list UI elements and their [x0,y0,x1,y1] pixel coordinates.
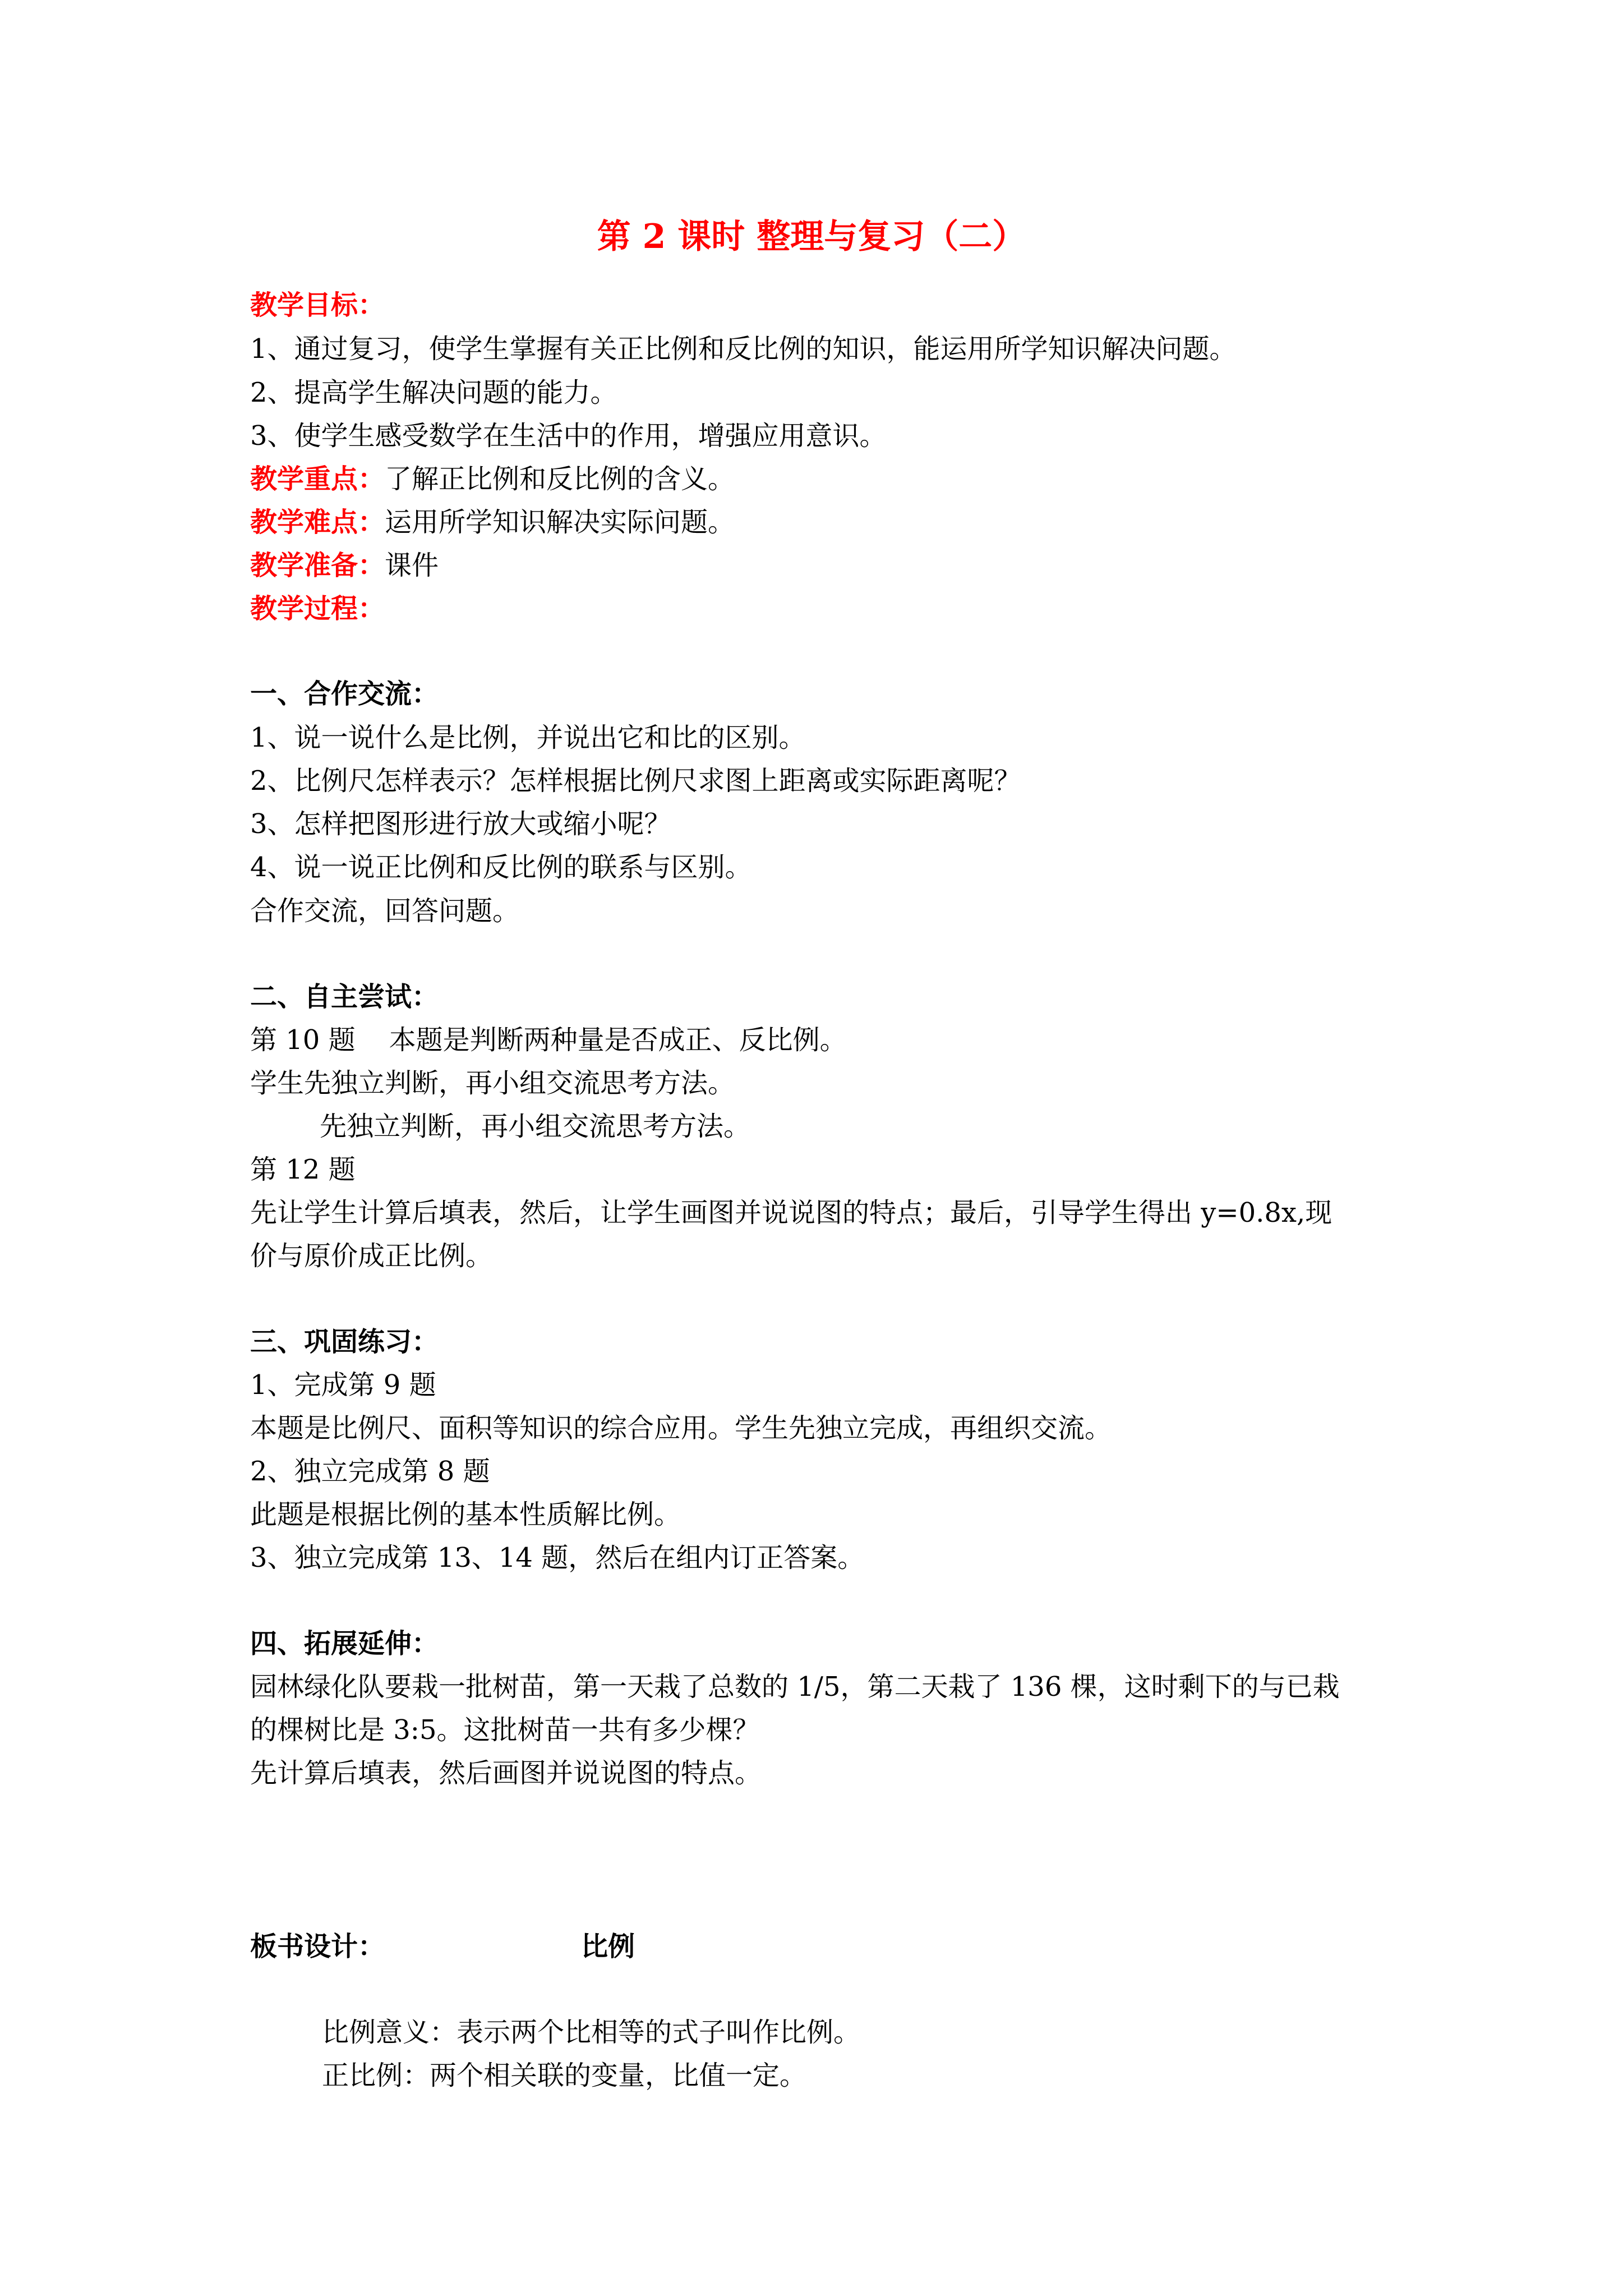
board-label: 板书设计： [250,1931,385,1962]
section-heading: 四、拓展延伸： [250,1628,439,1659]
section-line: 1、说一说什么是比例，并说出它和比的区别。 [250,722,806,753]
question-title: 第 12 题 [250,1154,356,1185]
preparation-row [250,547,439,583]
question-desc: 本题是判断两种量是否成正、反比例。 [389,1024,847,1056]
section-line: 学生先独立判断，再小组交流思考方法。 [250,1068,735,1099]
difficulty-row [250,504,735,540]
section-line: 的棵树比是 3:5。这批树苗一共有多少棵？ [250,1714,760,1746]
key-point-row [250,461,735,497]
section-line: 此题是根据比例的基本性质解比例。 [250,1499,681,1530]
section-heading: 三、巩固练习： [250,1326,439,1358]
section-line: 先让学生计算后填表，然后，让学生画图并说说图的特点；最后，引导学生得出 y=0.8x,现 [250,1197,1332,1228]
objective-item: 2、提高学生解决问题的能力。 [250,377,617,408]
board-topic: 比例 [581,1931,635,1962]
section-line: 1、完成第 9 题 [250,1369,436,1401]
section-line: 2、比例尺怎样表示？怎样根据比例尺求图上距离或实际距离呢？ [250,765,1021,797]
section-line: 3、怎样把图形进行放大或缩小呢？ [250,808,671,840]
key-point-label: 教学重点： [250,463,385,495]
section-line: 本题是比例尺、面积等知识的综合应用。学生先独立完成，再组织交流。 [250,1412,1112,1444]
section-line: 4、说一说正比例和反比例的联系与区别。 [250,852,752,883]
preparation-text: 课件 [385,550,439,581]
section-line: 先独立判断，再小组交流思考方法。 [320,1111,751,1142]
preparation-label: 教学准备： [250,550,385,581]
objective-item: 1、通过复习，使学生掌握有关正比例和反比例的知识，能运用所学知识解决问题。 [250,333,1237,365]
difficulty-label: 教学难点： [250,507,385,538]
section-line: 2、独立完成第 8 题 [250,1456,490,1487]
section-heading: 二、自主尝试： [250,981,439,1013]
section-line: 3、独立完成第 13、14 题，然后在组内订正答案。 [250,1542,865,1573]
objective-item: 3、使学生感受数学在生活中的作用，增强应用意识。 [250,420,887,452]
section-line: 园林绿化队要栽一批树苗，第一天栽了总数的 1/5，第二天栽了 136 棵，这时剩下的与已栽 [250,1671,1340,1703]
page-title: 第 2 课时 整理与复习（二） [597,217,1026,256]
question-title: 第 10 题 [250,1024,356,1056]
board-line: 正比例：两个相关联的变量，比值一定。 [322,2060,807,2091]
process-label: 教学过程： [250,593,385,624]
difficulty-text: 运用所学知识解决实际问题。 [385,507,735,538]
section-line: 价与原价成正比例。 [250,1240,493,1272]
objectives-label: 教学目标： [250,289,385,321]
section-line: 合作交流，回答问题。 [250,895,520,927]
board-line: 比例意义：表示两个比相等的式子叫作比例。 [322,2017,861,2048]
question-row [250,1022,847,1058]
section-line: 先计算后填表，然后画图并说说图的特点。 [250,1757,762,1789]
key-point-text: 了解正比例和反比例的含义。 [385,463,735,495]
section-heading: 一、合作交流： [250,678,439,710]
